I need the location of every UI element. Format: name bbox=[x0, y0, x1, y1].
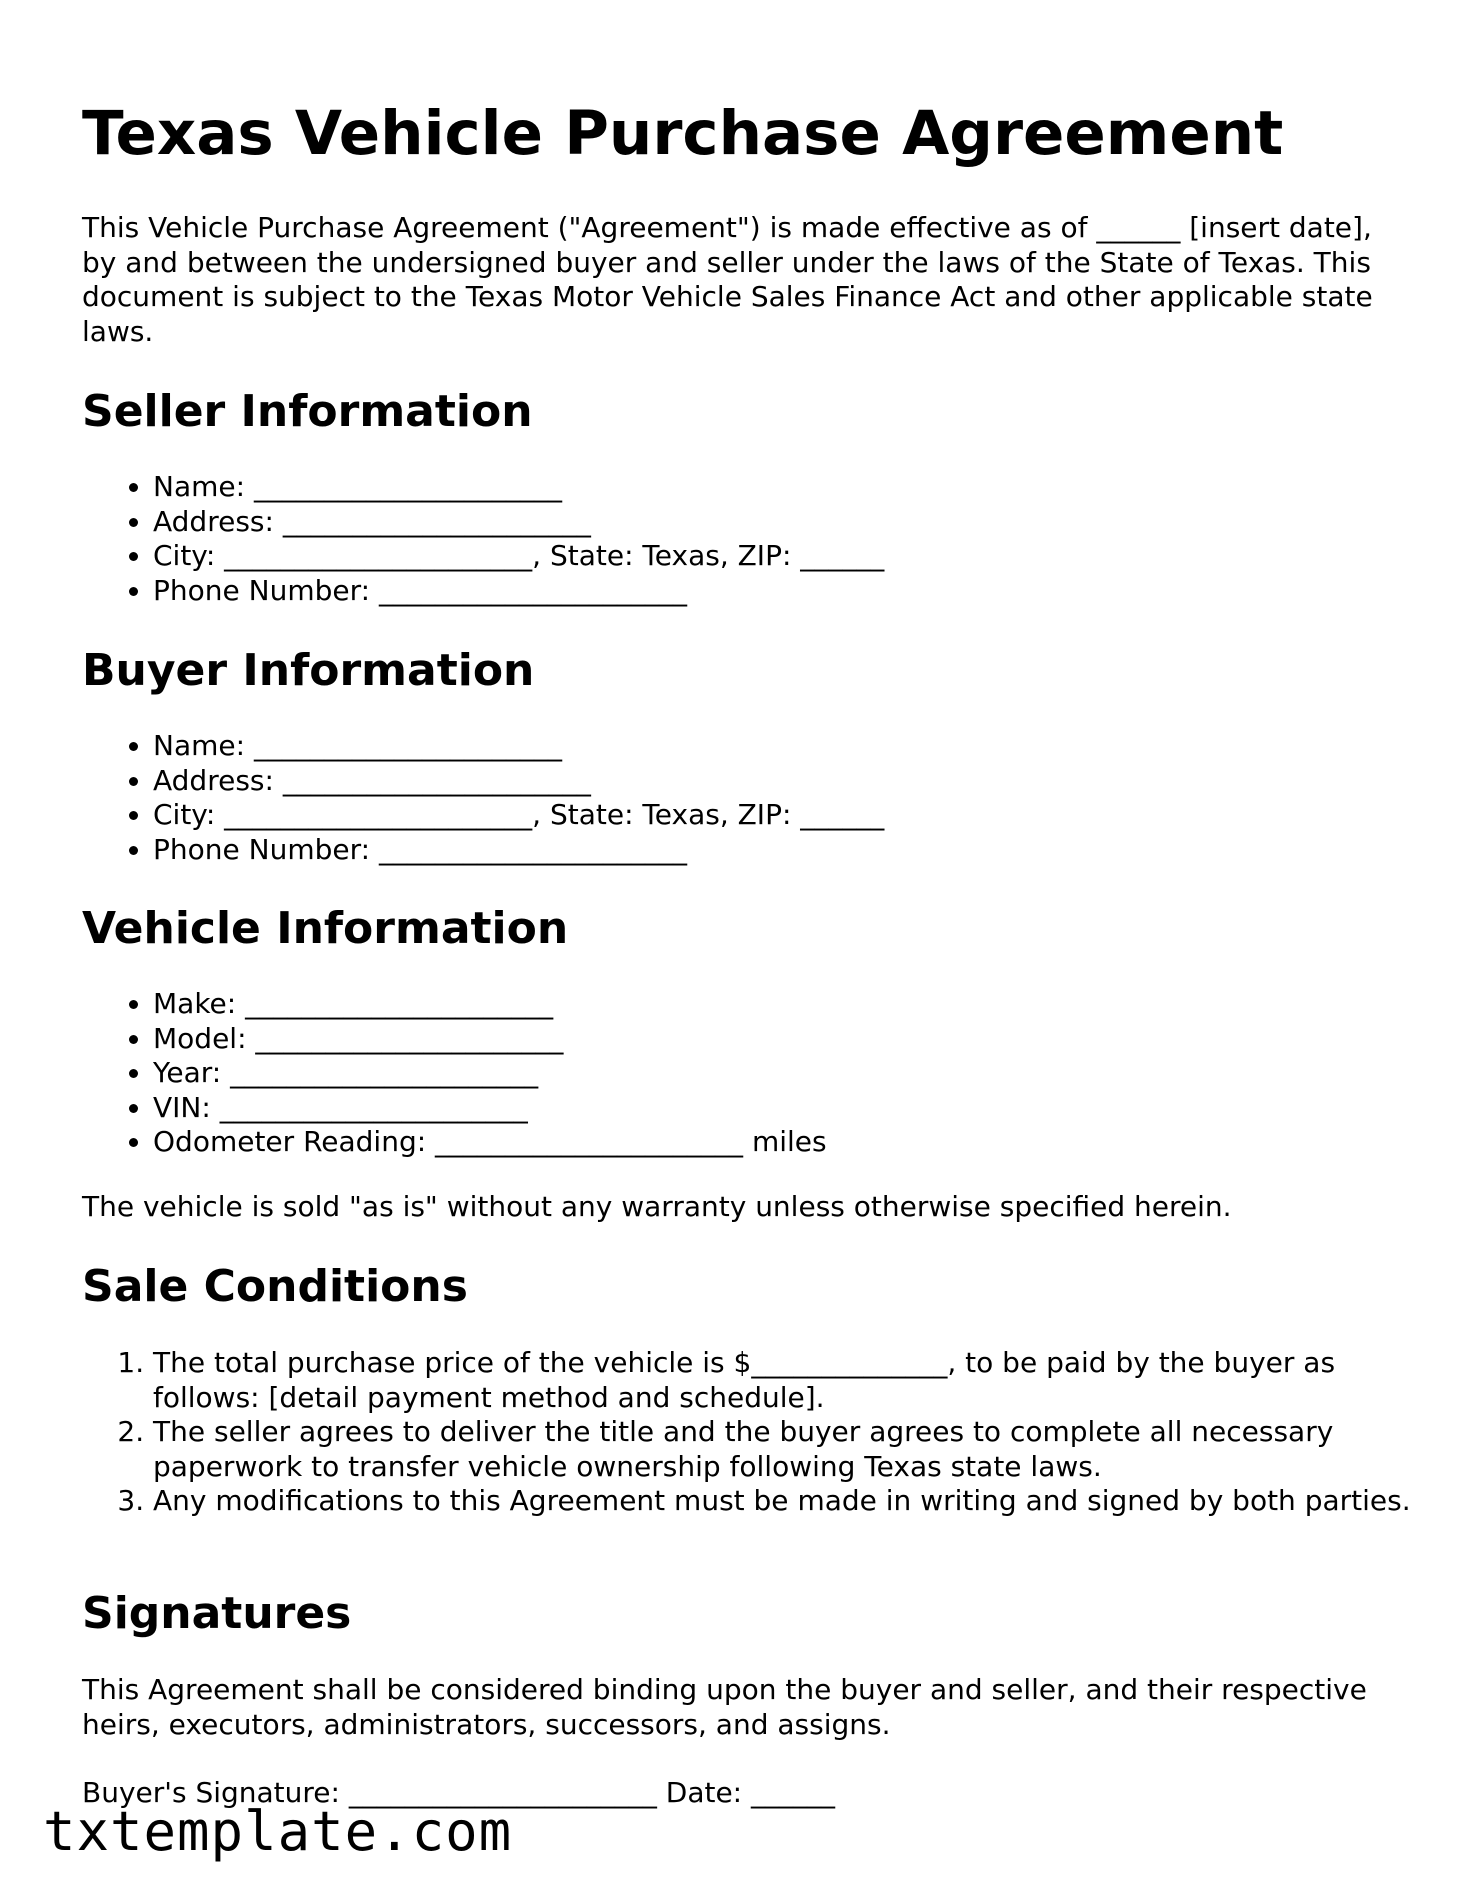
document-title: Texas Vehicle Purchase Agreement bbox=[82, 98, 1284, 169]
vehicle-list bbox=[82, 987, 827, 1160]
seller-address-field: • Address: ______________________ bbox=[153, 505, 884, 540]
sale-condition-modifications: 3. Any modifications to this Agreement must be made in writing and signed by both parties. bbox=[153, 1484, 1443, 1519]
vehicle-heading: Vehicle Information bbox=[82, 903, 569, 954]
sale-heading: Sale Conditions bbox=[82, 1261, 468, 1312]
seller-list bbox=[82, 470, 884, 608]
sale-condition-title-transfer: 2. The seller agrees to deliver the title and the buyer agrees to complete all necessary paperwork to transfer vehicle ownership following Texas state laws. bbox=[153, 1415, 1443, 1484]
seller-city-field: • City: ______________________, State: Texas, ZIP: ______ bbox=[153, 539, 884, 574]
intro-paragraph: This Vehicle Purchase Agreement ("Agreement") is made effective as of ______ [insert date], by and between the undersigned buyer and seller under the laws of the State of Texas. This document is subject to the Texas Motor Vehicle Sales Finance Act and other applicable state laws. bbox=[82, 211, 1373, 348]
vehicle-model-field: • Model: ______________________ bbox=[153, 1022, 827, 1057]
vehicle-year-field: • Year: ______________________ bbox=[153, 1056, 827, 1091]
signatures-heading: Signatures bbox=[82, 1588, 352, 1639]
sale-conditions-list bbox=[82, 1346, 1443, 1519]
buyer-address-field: • Address: ______________________ bbox=[153, 764, 884, 799]
sale-condition-price: 1. The total purchase price of the vehicle is $______________, to be paid by the buyer as follows: [detail payment method and schedule]. bbox=[153, 1346, 1443, 1415]
buyer-signature-line: Buyer's Signature: ______________________ Date: ______ bbox=[82, 1776, 836, 1809]
buyer-phone-field: • Phone Number: ______________________ bbox=[153, 833, 884, 868]
binding-paragraph: This Agreement shall be considered binding upon the buyer and seller, and their respective heirs, executors, administrators, successors, and assigns. bbox=[82, 1673, 1367, 1741]
buyer-name-field: • Name: ______________________ bbox=[153, 729, 884, 764]
seller-phone-field: • Phone Number: ______________________ bbox=[153, 574, 884, 609]
seller-heading: Seller Information bbox=[82, 386, 533, 437]
seller-name-field: • Name: ______________________ bbox=[153, 470, 884, 505]
watermark-text: txtemplate.com bbox=[43, 1800, 513, 1863]
vehicle-make-field: • Make: ______________________ bbox=[153, 987, 827, 1022]
vehicle-odometer-field: • Odometer Reading: ______________________ miles bbox=[153, 1125, 827, 1160]
as-is-note: The vehicle is sold "as is" without any warranty unless otherwise specified herein. bbox=[82, 1190, 1232, 1223]
buyer-city-field: • City: ______________________, State: Texas, ZIP: ______ bbox=[153, 798, 884, 833]
buyer-heading: Buyer Information bbox=[82, 645, 535, 696]
vehicle-vin-field: • VIN: ______________________ bbox=[153, 1091, 827, 1126]
buyer-list bbox=[82, 729, 884, 867]
